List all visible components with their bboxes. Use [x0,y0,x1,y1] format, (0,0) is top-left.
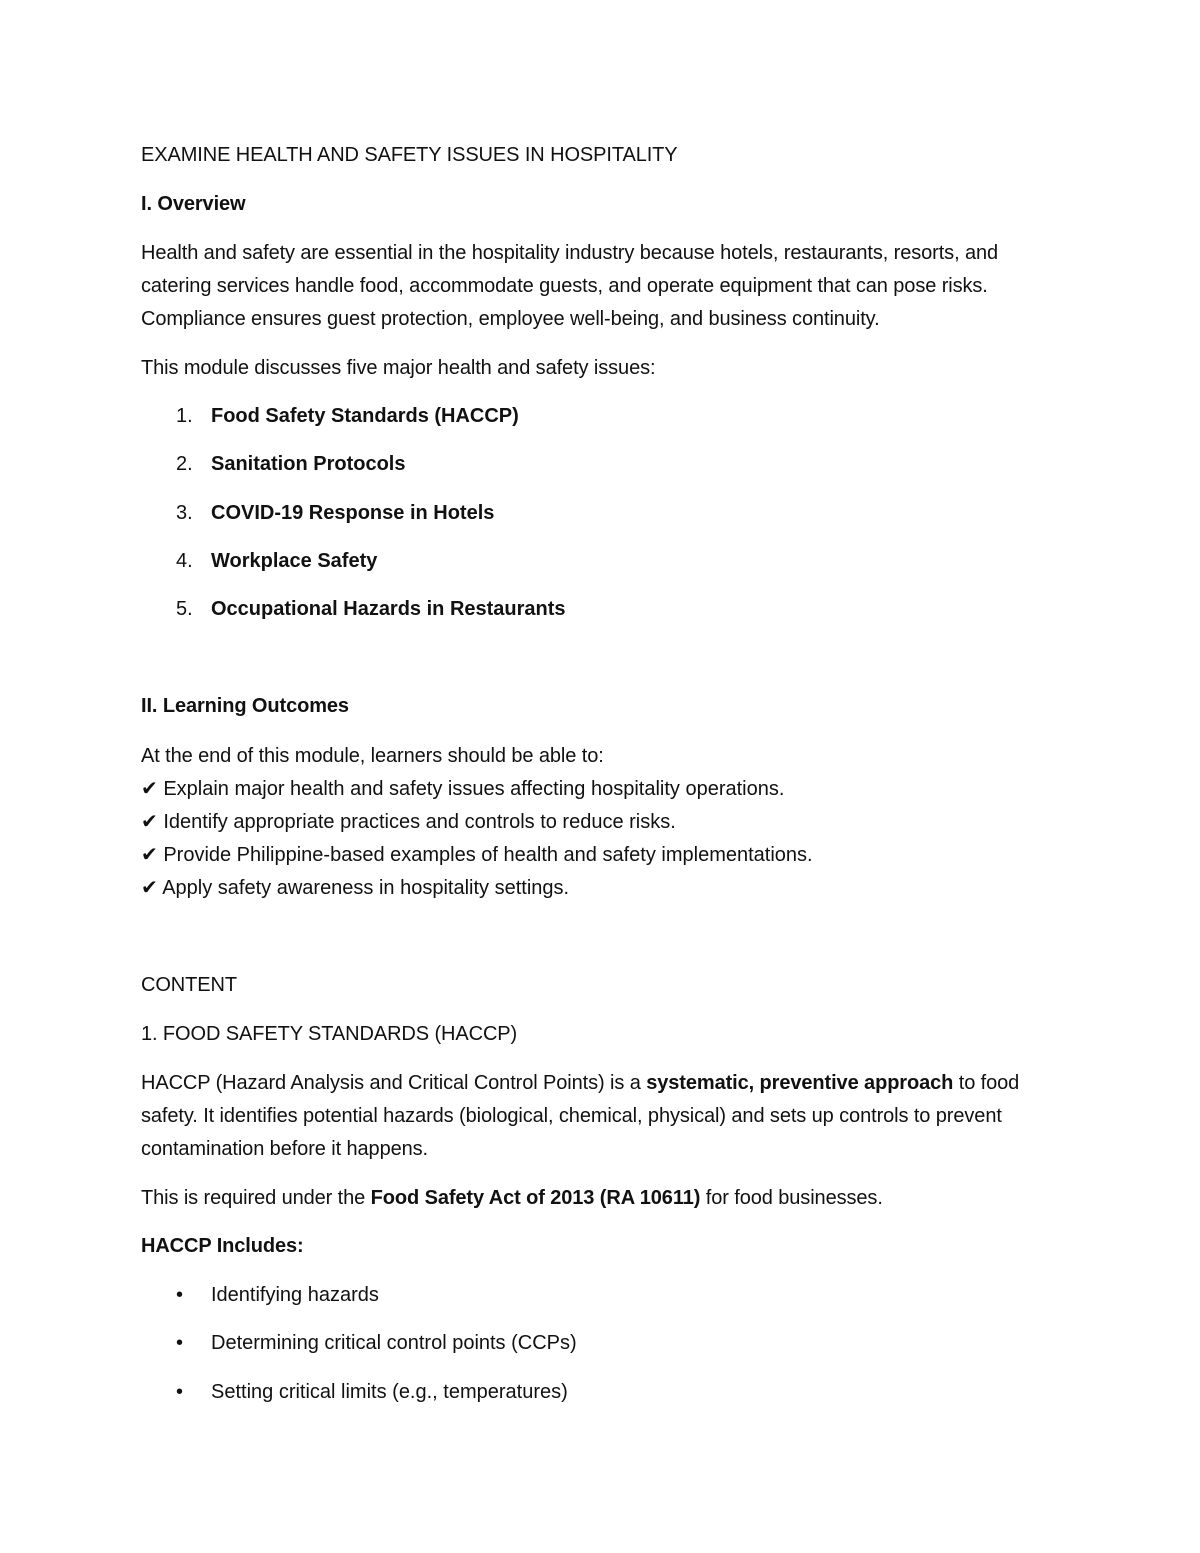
list-label: Occupational Hazards in Restaurants [211,598,566,620]
issue-list-item [176,545,377,578]
haccp-paragraph [141,1067,1071,1166]
haccp-includes-heading: HACCP Includes: [141,1235,304,1257]
issue-list-item [176,448,405,481]
issue-list-item [176,400,519,433]
list-number: 3. [176,502,193,524]
bullet-icon: • [176,1284,184,1306]
issue-list-item [176,497,494,530]
outcome-item: ✔ Identify appropriate practices and controls to reduce risks. [141,811,676,833]
content-heading: CONTENT [141,974,237,996]
requirement-paragraph [141,1182,883,1215]
section-heading-haccp: 1. FOOD SAFETY STANDARDS (HACCP) [141,1023,518,1045]
outcomes-heading: II. Learning Outcomes [141,695,349,717]
overview-paragraph: Health and safety are essential in the hospitality industry because hotels, restaurants, resorts, and catering services handle food, accommodate guests, and operate equipment that can pose risks. Compliance ensures guest protection, employee well-being, and business continuity. [141,242,999,330]
list-item-label: Identifying hazards [211,1284,379,1306]
bullet-icon: • [176,1332,184,1354]
haccp-paragraph-text: HACCP (Hazard Analysis and Critical Control Points) is a [141,1072,647,1094]
outcome-item: ✔ Apply safety awareness in hospitality settings. [141,877,570,899]
list-label: Food Safety Standards (HACCP) [211,405,519,427]
list-label: Sanitation Protocols [211,453,406,475]
overview-intro: This module discusses five major health and safety issues: [141,357,656,379]
list-number: 5. [176,598,193,620]
list-item [176,1376,568,1409]
list-number: 4. [176,550,193,572]
outcome-item: ✔ Provide Philippine-based examples of health and safety implementations. [141,844,813,866]
list-number: 1. [176,405,193,427]
list-item-label: Setting critical limits (e.g., temperatures) [211,1381,568,1403]
outcomes-intro: At the end of this module, learners should be able to: [141,745,604,767]
list-item [176,1327,577,1360]
list-item [176,1279,379,1312]
outcome-item: ✔ Explain major health and safety issues affecting hospitality operations. [141,778,785,800]
haccp-paragraph-text: to food safety. It identifies potential hazards (biological, chemical, physical) and sets up controls to prevent contamination before it happens. [141,1072,1020,1160]
requirement-text: This is required under the [141,1187,371,1209]
list-number: 2. [176,453,193,475]
requirement-text: for food businesses. [700,1187,883,1209]
list-item-label: Determining critical control points (CCPs) [211,1332,577,1354]
haccp-paragraph-emphasis: systematic, preventive approach [646,1072,954,1094]
requirement-emphasis: Food Safety Act of 2013 (RA 10611) [370,1187,701,1209]
issue-list-item [176,593,566,626]
list-label: Workplace Safety [211,550,378,572]
bullet-icon: • [176,1381,184,1403]
overview-heading: I. Overview [141,193,246,215]
document-title: EXAMINE HEALTH AND SAFETY ISSUES IN HOSPITALITY [141,144,678,166]
list-label: COVID-19 Response in Hotels [211,502,495,524]
